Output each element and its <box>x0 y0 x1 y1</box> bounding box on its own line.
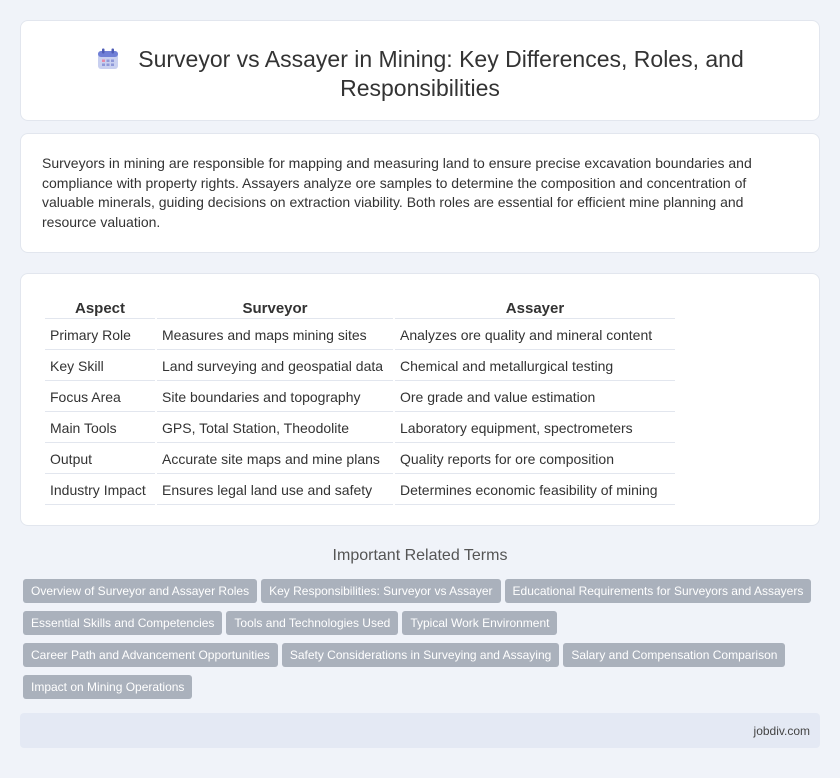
page-title-block <box>21 45 819 103</box>
table-cell: Industry Impact <box>45 476 155 505</box>
term-tag[interactable]: Career Path and Advancement Opportunities <box>23 643 278 667</box>
footer-site-link[interactable]: jobdiv.com <box>753 724 810 738</box>
table-cell: Accurate site maps and mine plans <box>157 445 393 474</box>
term-tag[interactable]: Typical Work Environment <box>402 611 557 635</box>
header-aspect: Aspect <box>45 298 155 319</box>
term-tag[interactable]: Tools and Technologies Used <box>226 611 398 635</box>
table-cell: Chemical and metallurgical testing <box>395 352 675 381</box>
term-tag[interactable]: Overview of Surveyor and Assayer Roles <box>23 579 257 603</box>
intro-card <box>20 133 820 253</box>
footer <box>20 713 820 748</box>
table-cell: Land surveying and geospatial data <box>157 352 393 381</box>
header-surveyor: Surveyor <box>157 298 393 319</box>
related-terms-list <box>23 579 823 707</box>
term-tag[interactable]: Key Responsibilities: Surveyor vs Assayer <box>261 579 500 603</box>
page-title: Surveyor vs Assayer in Mining: Key Differences, Roles, and Responsibilities <box>138 46 744 101</box>
term-tag[interactable]: Impact on Mining Operations <box>23 675 192 699</box>
table-row <box>45 383 675 412</box>
term-tag[interactable]: Educational Requirements for Surveyors and Assayers <box>505 579 812 603</box>
table-cell: Quality reports for ore composition <box>395 445 675 474</box>
comparison-table <box>43 296 677 507</box>
table-cell: Main Tools <box>45 414 155 443</box>
table-row <box>45 352 675 381</box>
table-row <box>45 476 675 505</box>
table-row <box>45 445 675 474</box>
term-tag[interactable]: Safety Considerations in Surveying and Assaying <box>282 643 560 667</box>
table-cell: Measures and maps mining sites <box>157 321 393 350</box>
comparison-card <box>20 273 820 526</box>
calendar-icon <box>96 47 120 71</box>
table-cell: Primary Role <box>45 321 155 350</box>
table-cell: Laboratory equipment, spectrometers <box>395 414 675 443</box>
table-cell: Output <box>45 445 155 474</box>
table-cell: Site boundaries and topography <box>157 383 393 412</box>
header-assayer: Assayer <box>395 298 675 319</box>
table-cell: Focus Area <box>45 383 155 412</box>
table-header-row <box>45 298 675 319</box>
table-cell: GPS, Total Station, Theodolite <box>157 414 393 443</box>
term-tag[interactable]: Essential Skills and Competencies <box>23 611 222 635</box>
table-cell: Ensures legal land use and safety <box>157 476 393 505</box>
term-tag[interactable]: Salary and Compensation Comparison <box>563 643 785 667</box>
header-card <box>20 20 820 121</box>
table-row <box>45 321 675 350</box>
table-row <box>45 414 675 443</box>
table-cell: Key Skill <box>45 352 155 381</box>
related-terms-heading: Important Related Terms <box>332 547 508 564</box>
table-cell: Ore grade and value estimation <box>395 383 675 412</box>
table-cell: Determines economic feasibility of mining <box>395 476 675 505</box>
table-cell: Analyzes ore quality and mineral content <box>395 321 675 350</box>
intro-paragraph: Surveyors in mining are responsible for mapping and measuring land to ensure precise excavation boundaries and compliance with property rights. Assayers analyze ore samples to determine the composition and concentration of valuable minerals, guiding decisions on extraction viability. Both roles are essential for efficient mine planning and resource valuation. <box>42 155 752 230</box>
